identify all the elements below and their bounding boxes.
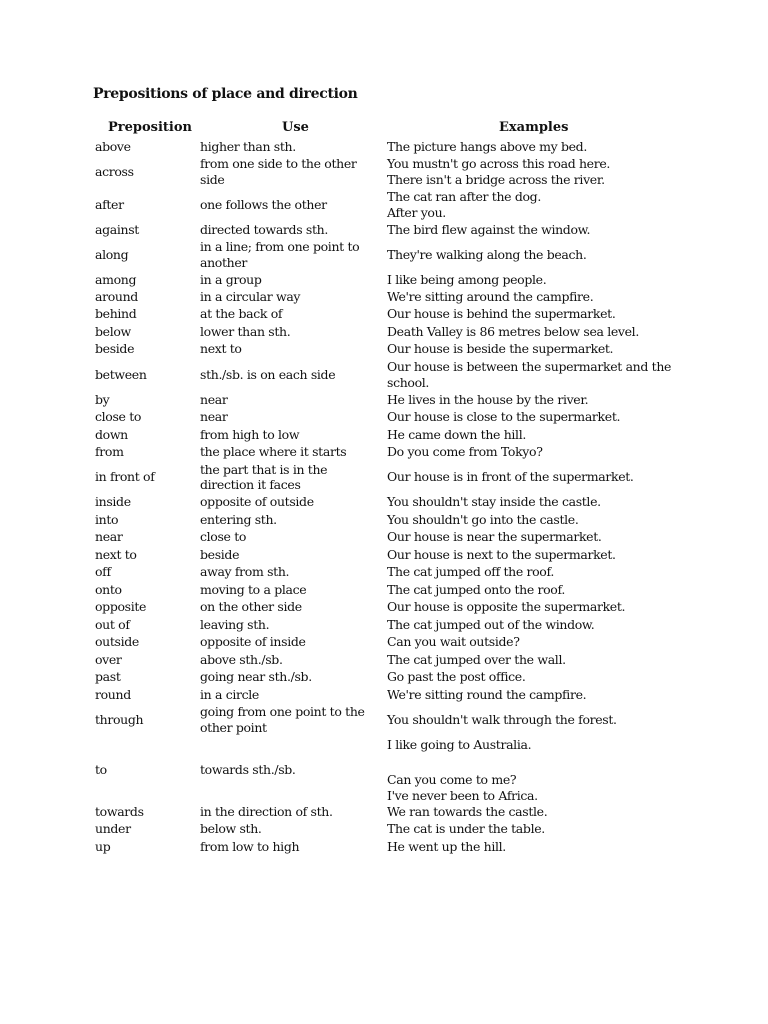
use-text: in a circle bbox=[200, 686, 259, 702]
preposition-cell: against bbox=[95, 221, 139, 237]
use-text: in a line; from one point to another bbox=[200, 239, 360, 270]
preposition-cell: next to bbox=[95, 546, 137, 562]
preposition-cell: among bbox=[95, 271, 137, 287]
example-line: Our house is near the supermarket. bbox=[387, 529, 602, 545]
example-line: The cat jumped out of the window. bbox=[387, 616, 595, 632]
example-line: They're walking along the beach. bbox=[387, 246, 587, 262]
use-cell bbox=[200, 616, 380, 633]
examples-cell bbox=[387, 581, 687, 598]
example-line: The cat ran after the dog. bbox=[387, 189, 541, 204]
example-line: Do you come from Tokyo? bbox=[387, 444, 543, 460]
use-text: going near sth./sb. bbox=[200, 669, 312, 685]
example-line: You shouldn't go into the castle. bbox=[387, 511, 579, 527]
preposition-cell: up bbox=[95, 839, 111, 855]
page-title: Prepositions of place and direction bbox=[93, 86, 358, 102]
example-line: Our house is behind the supermarket. bbox=[387, 306, 616, 322]
example-line: The cat jumped onto the roof. bbox=[387, 581, 565, 597]
use-text: near bbox=[200, 409, 228, 425]
use-cell bbox=[200, 493, 380, 511]
use-text: beside bbox=[200, 546, 240, 562]
examples-cell bbox=[387, 546, 687, 563]
use-text: next to bbox=[200, 341, 242, 357]
use-text: opposite of outside bbox=[200, 494, 314, 510]
table-row bbox=[0, 358, 768, 391]
example-line: The picture hangs above my bed. bbox=[387, 138, 587, 154]
use-cell bbox=[200, 546, 380, 563]
use-cell bbox=[200, 288, 380, 305]
example-line: The bird flew against the window. bbox=[387, 221, 591, 237]
use-cell bbox=[200, 221, 380, 238]
use-text: in the direction of sth. bbox=[200, 803, 333, 819]
use-text: in a group bbox=[200, 271, 262, 287]
example-line: He went up the hill. bbox=[387, 839, 506, 855]
use-text: sth./sb. is on each side bbox=[200, 366, 336, 382]
preposition-cell: inside bbox=[95, 494, 131, 510]
table-row bbox=[0, 288, 768, 305]
example-line: Our house is close to the supermarket. bbox=[387, 409, 621, 425]
examples-cell bbox=[387, 323, 687, 340]
use-text: below sth. bbox=[200, 821, 262, 837]
examples-cell bbox=[387, 461, 687, 493]
preposition-cell: by bbox=[95, 391, 110, 407]
example-line: I like going to Australia. bbox=[387, 737, 532, 752]
use-text: close to bbox=[200, 529, 247, 545]
table-row bbox=[0, 633, 768, 651]
use-cell bbox=[200, 703, 380, 736]
examples-cell bbox=[387, 563, 687, 581]
use-cell bbox=[200, 633, 380, 651]
example-line: The cat jumped over the wall. bbox=[387, 651, 566, 667]
use-cell bbox=[200, 426, 380, 443]
examples-cell bbox=[387, 616, 687, 633]
example-line: You shouldn't walk through the forest. bbox=[387, 711, 617, 727]
examples-cell bbox=[387, 188, 687, 221]
examples-cell bbox=[387, 651, 687, 668]
example-line: The cat is under the table. bbox=[387, 821, 545, 837]
preposition-cell: around bbox=[95, 288, 138, 304]
preposition-cell: opposite bbox=[95, 599, 147, 615]
example-line: I've never been to Africa. bbox=[387, 787, 538, 803]
table-row bbox=[0, 511, 768, 528]
use-text: at the back of bbox=[200, 306, 283, 322]
table-row bbox=[0, 803, 768, 820]
example-line: school. bbox=[387, 374, 430, 390]
use-text: near bbox=[200, 391, 228, 407]
examples-cell bbox=[387, 288, 687, 305]
examples-cell bbox=[387, 703, 687, 736]
table-header bbox=[0, 120, 768, 138]
example-line: There isn't a bridge across the river. bbox=[387, 171, 605, 187]
use-text: lower than sth. bbox=[200, 323, 291, 339]
table-row bbox=[0, 271, 768, 288]
use-cell bbox=[200, 838, 380, 856]
use-cell bbox=[200, 305, 380, 323]
examples-cell bbox=[387, 511, 687, 528]
examples-cell bbox=[387, 305, 687, 323]
use-cell bbox=[200, 528, 380, 546]
examples-cell bbox=[387, 238, 687, 271]
use-cell bbox=[200, 511, 380, 528]
table-row bbox=[0, 443, 768, 461]
example-line: Our house is opposite the supermarket. bbox=[387, 599, 626, 615]
use-cell bbox=[200, 340, 380, 358]
preposition-cell: past bbox=[95, 669, 121, 685]
preposition-cell: under bbox=[95, 821, 131, 837]
use-cell bbox=[200, 461, 380, 493]
table-row bbox=[0, 391, 768, 408]
table-row bbox=[0, 188, 768, 221]
table-row bbox=[0, 668, 768, 686]
preposition-cell: out of bbox=[95, 616, 130, 632]
preposition-cell: over bbox=[95, 651, 122, 667]
example-line: The cat jumped off the roof. bbox=[387, 564, 554, 580]
example-group bbox=[387, 772, 538, 803]
preposition-cell: from bbox=[95, 444, 124, 460]
table-row bbox=[0, 546, 768, 563]
table-row bbox=[0, 838, 768, 856]
table-row bbox=[0, 528, 768, 546]
header-preposition: Preposition bbox=[108, 120, 192, 135]
example-line: Our house is in front of the supermarket. bbox=[387, 469, 634, 485]
use-cell bbox=[200, 408, 380, 426]
header-examples: Examples bbox=[499, 120, 569, 135]
examples-cell bbox=[387, 138, 687, 155]
use-cell bbox=[200, 391, 380, 408]
preposition-cell: along bbox=[95, 246, 129, 262]
examples-cell bbox=[387, 426, 687, 443]
use-text: leaving sth. bbox=[200, 616, 270, 632]
examples-cell bbox=[387, 155, 687, 188]
example-line: You shouldn't stay inside the castle. bbox=[387, 494, 601, 510]
preposition-cell: into bbox=[95, 511, 119, 527]
example-line: You mustn't go across this road here. bbox=[387, 156, 611, 171]
table-row bbox=[0, 563, 768, 581]
use-cell bbox=[200, 358, 380, 391]
examples-cell bbox=[387, 221, 687, 238]
preposition-cell: across bbox=[95, 163, 134, 179]
table-row bbox=[0, 221, 768, 238]
use-cell bbox=[200, 155, 380, 188]
use-text: from one side to the other side bbox=[200, 156, 357, 187]
examples-cell bbox=[387, 358, 687, 391]
use-cell bbox=[200, 803, 380, 820]
example-line: Our house is between the supermarket and the bbox=[387, 359, 672, 374]
example-line: Our house is next to the supermarket. bbox=[387, 546, 616, 562]
table-row bbox=[0, 155, 768, 188]
table-row bbox=[0, 426, 768, 443]
use-text: away from sth. bbox=[200, 564, 290, 580]
table-row bbox=[0, 238, 768, 271]
use-text: on the other side bbox=[200, 599, 302, 615]
use-text: moving to a place bbox=[200, 581, 307, 597]
preposition-cell: after bbox=[95, 196, 124, 212]
prepositions-table bbox=[0, 138, 768, 856]
examples-cell bbox=[387, 340, 687, 358]
preposition-cell: below bbox=[95, 323, 131, 339]
use-cell bbox=[200, 238, 380, 271]
example-line: After you. bbox=[387, 204, 446, 220]
table-row bbox=[0, 340, 768, 358]
table-row bbox=[0, 703, 768, 736]
examples-cell bbox=[387, 668, 687, 686]
use-text: from low to high bbox=[200, 839, 300, 855]
examples-cell bbox=[387, 820, 687, 838]
examples-cell bbox=[387, 391, 687, 408]
table-row bbox=[0, 461, 768, 493]
use-cell bbox=[200, 651, 380, 668]
examples-cell bbox=[387, 598, 687, 616]
table-row bbox=[0, 686, 768, 703]
use-text: directed towards sth. bbox=[200, 221, 328, 237]
use-text: in a circular way bbox=[200, 288, 301, 304]
preposition-cell: near bbox=[95, 529, 123, 545]
preposition-cell: to bbox=[95, 761, 107, 777]
examples-cell bbox=[387, 443, 687, 461]
use-cell bbox=[200, 271, 380, 288]
use-cell bbox=[200, 188, 380, 221]
example-line: Our house is beside the supermarket. bbox=[387, 341, 614, 357]
table-row bbox=[0, 138, 768, 155]
preposition-cell: in front of bbox=[95, 469, 155, 485]
example-line: He came down the hill. bbox=[387, 426, 526, 442]
preposition-cell: above bbox=[95, 138, 131, 154]
use-text: towards sth./sb. bbox=[200, 761, 296, 777]
preposition-cell: round bbox=[95, 686, 131, 702]
use-cell bbox=[200, 686, 380, 703]
use-cell bbox=[200, 668, 380, 686]
use-cell bbox=[200, 443, 380, 461]
example-line: We ran towards the castle. bbox=[387, 803, 548, 819]
example-line: We're sitting around the campfire. bbox=[387, 288, 594, 304]
use-cell bbox=[200, 820, 380, 838]
preposition-cell: beside bbox=[95, 341, 135, 357]
example-line: Can you wait outside? bbox=[387, 634, 520, 650]
use-cell bbox=[200, 563, 380, 581]
examples-cell bbox=[387, 408, 687, 426]
use-cell bbox=[200, 138, 380, 155]
use-text: the part that is in the direction it faces bbox=[200, 461, 328, 492]
examples-cell bbox=[387, 271, 687, 288]
table-row bbox=[0, 820, 768, 838]
table-row bbox=[0, 408, 768, 426]
preposition-cell: between bbox=[95, 366, 147, 382]
table-row bbox=[0, 493, 768, 511]
preposition-cell: towards bbox=[95, 803, 144, 819]
preposition-cell: close to bbox=[95, 409, 142, 425]
preposition-cell: onto bbox=[95, 581, 122, 597]
use-cell bbox=[200, 581, 380, 598]
use-text: from high to low bbox=[200, 426, 300, 442]
example-line: We're sitting round the campfire. bbox=[387, 686, 587, 702]
use-text: the place where it starts bbox=[200, 444, 347, 460]
use-text: one follows the other bbox=[200, 196, 327, 212]
examples-cell bbox=[387, 493, 687, 511]
use-cell bbox=[200, 323, 380, 340]
use-cell bbox=[200, 736, 380, 803]
examples-cell bbox=[387, 736, 687, 803]
examples-cell bbox=[387, 633, 687, 651]
preposition-cell: outside bbox=[95, 634, 139, 650]
examples-cell bbox=[387, 528, 687, 546]
use-text: entering sth. bbox=[200, 511, 277, 527]
examples-cell bbox=[387, 838, 687, 856]
example-line: Go past the post office. bbox=[387, 669, 526, 685]
use-text: above sth./sb. bbox=[200, 651, 283, 667]
preposition-cell: through bbox=[95, 711, 144, 727]
example-line: Death Valley is 86 metres below sea level. bbox=[387, 323, 639, 339]
example-line: Can you come to me? bbox=[387, 772, 517, 787]
table-row bbox=[0, 736, 768, 803]
examples-cell bbox=[387, 803, 687, 820]
table-row bbox=[0, 598, 768, 616]
use-text: opposite of inside bbox=[200, 634, 306, 650]
use-cell bbox=[200, 598, 380, 616]
table-row bbox=[0, 305, 768, 323]
example-line: He lives in the house by the river. bbox=[387, 391, 589, 407]
example-line: I like being among people. bbox=[387, 271, 547, 287]
preposition-cell: off bbox=[95, 564, 111, 580]
table-row bbox=[0, 323, 768, 340]
header-use: Use bbox=[282, 120, 309, 135]
use-text: higher than sth. bbox=[200, 138, 296, 154]
table-row bbox=[0, 581, 768, 598]
use-text: going from one point to the other point bbox=[200, 704, 365, 735]
table-row bbox=[0, 651, 768, 668]
examples-cell bbox=[387, 686, 687, 703]
preposition-cell: behind bbox=[95, 306, 137, 322]
preposition-cell: down bbox=[95, 426, 128, 442]
table-row bbox=[0, 616, 768, 633]
